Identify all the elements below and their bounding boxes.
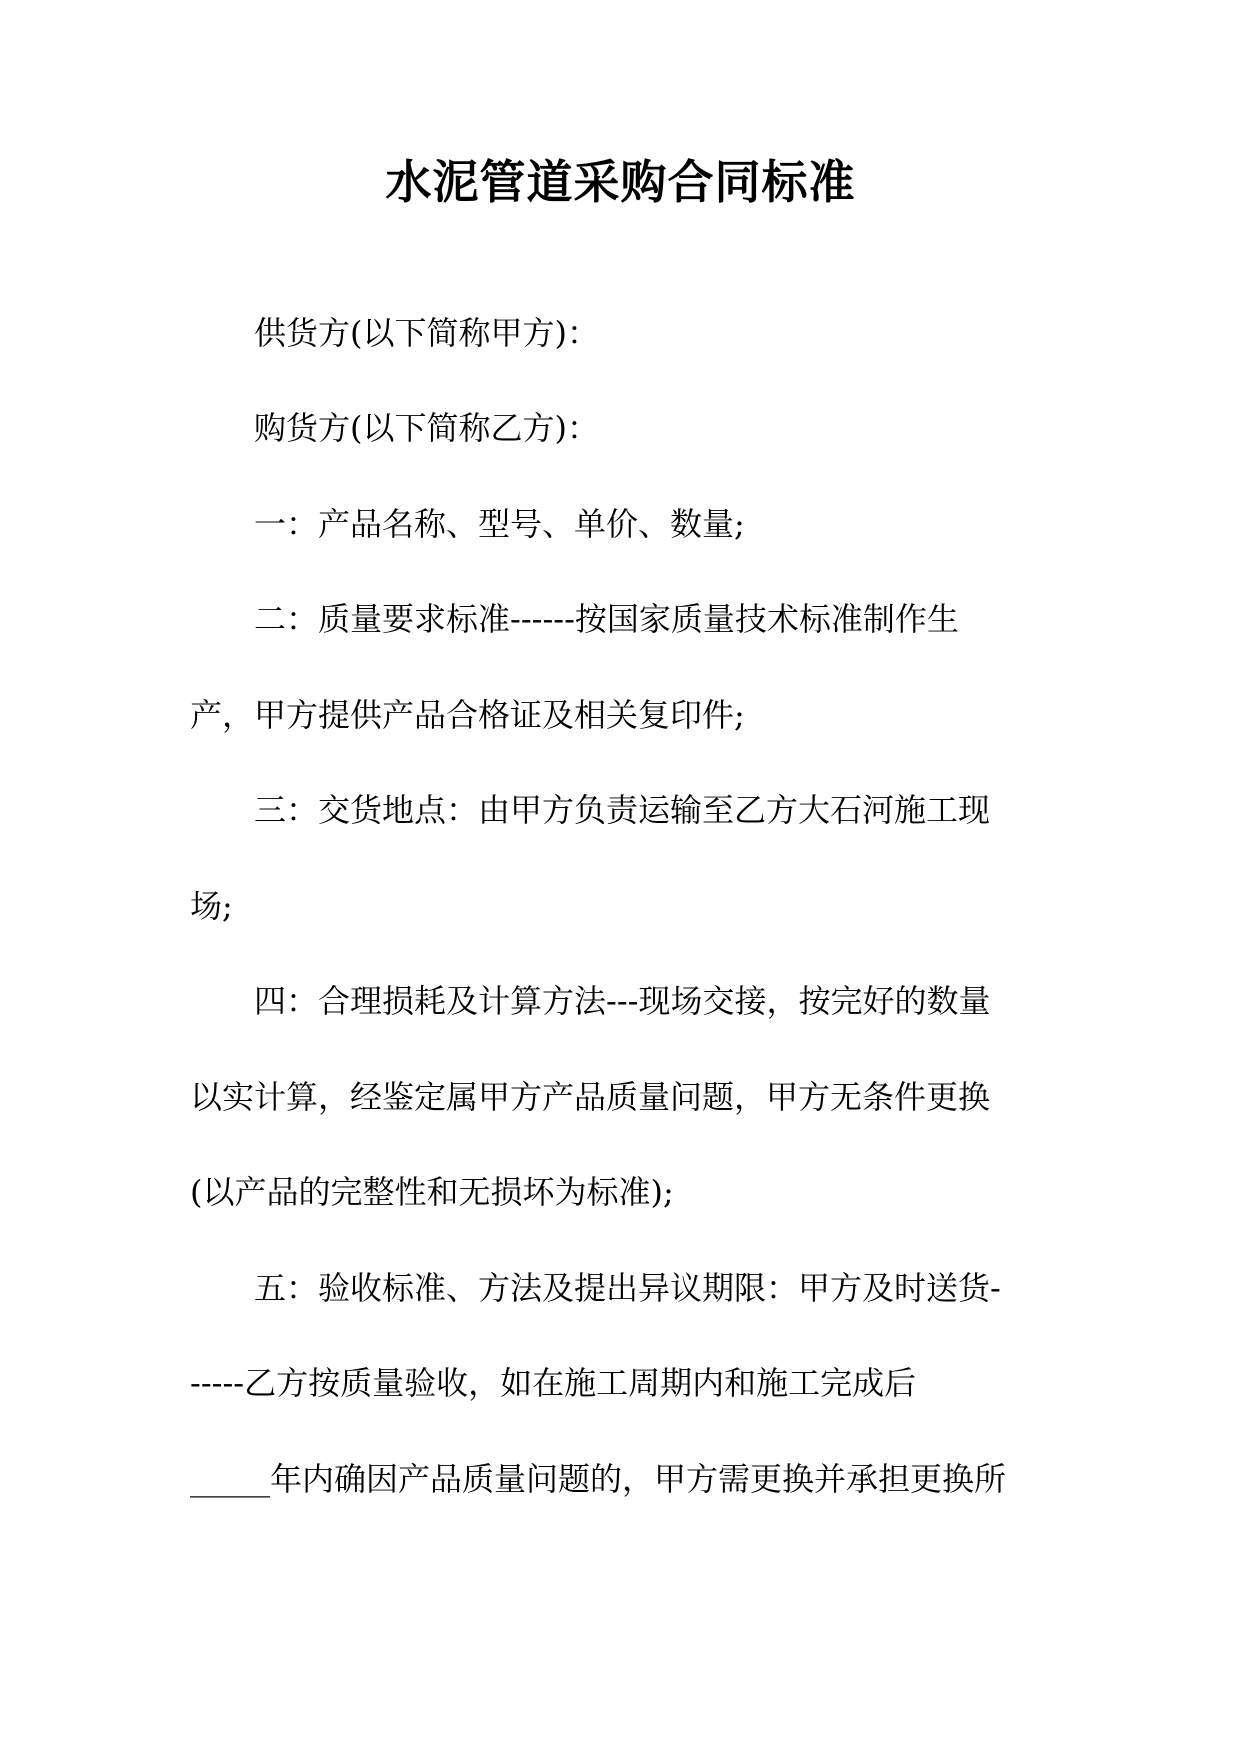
clause-2-line-1: 二：质量要求标准------按国家质量技术标准制作生 (254, 600, 959, 638)
clause-4-line-2: 以实计算，经鉴定属甲方产品质量问题，甲方无条件更换 (190, 1078, 991, 1116)
buyer-line: 购货方(以下简称乙方)： (254, 409, 599, 447)
supplier-line: 供货方(以下简称甲方)： (254, 314, 599, 352)
clause-5-line-2: -----乙方按质量验收，如在施工周期内和施工完成后 (190, 1364, 917, 1402)
clause-2-line-2: 产，甲方提供产品合格证及相关复印件; (190, 696, 745, 734)
clause-1-line: 一：产品名称、型号、单价、数量; (254, 505, 745, 543)
clause-4-line-1: 四：合理损耗及计算方法---现场交接，按完好的数量 (254, 982, 991, 1020)
clause-5-line-1: 五：验收标准、方法及提出异议期限：甲方及时送货- (254, 1269, 1001, 1307)
document-title: 水泥管道采购合同标准 (385, 155, 856, 209)
clause-3-line-1: 三：交货地点：由甲方负责运输至乙方大石河施工现 (254, 791, 991, 829)
clause-4-line-3: (以产品的完整性和无损坏为标准); (190, 1173, 674, 1211)
clause-3-line-2: 场; (190, 887, 233, 925)
clause-5-line-3: _____年内确因产品质量问题的，甲方需更换并承担更换所 (190, 1460, 1007, 1498)
